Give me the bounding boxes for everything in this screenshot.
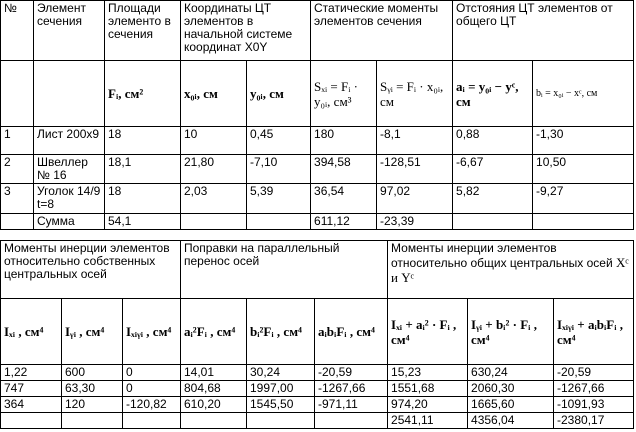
cell-ixy: 0	[123, 365, 181, 381]
cell-ixy: 0	[123, 381, 181, 397]
formula-a2f: aᵢ²Fᵢ , см⁴	[181, 299, 247, 365]
cell-x0: 21,80	[181, 155, 247, 184]
cell-abf: -20,59	[315, 365, 388, 381]
cell-x0: 2,03	[181, 184, 247, 214]
cell-a2f: 804,68	[181, 381, 247, 397]
cell-a: 5,82	[453, 184, 533, 214]
cell-ixy: -120,82	[123, 397, 181, 413]
sum-total-ix: 2541,11	[388, 413, 468, 429]
cell-total-iy: 2060,30	[468, 381, 554, 397]
cell-sx: 36,54	[311, 184, 377, 214]
table-row	[1, 184, 634, 214]
cell-a2f: 14,01	[181, 365, 247, 381]
cell-total-ixy: -1267,66	[554, 381, 634, 397]
cell-abf: -971,11	[315, 397, 388, 413]
formula-row	[1, 299, 634, 365]
cell-b: -9,27	[533, 184, 634, 214]
cell-y0: 5,39	[247, 184, 311, 214]
cell-sx: 180	[311, 127, 377, 155]
table-row	[1, 381, 634, 397]
formula-iy: Iᵧᵢ , см⁴	[62, 299, 123, 365]
cell-y0: -7,10	[247, 155, 311, 184]
formula-a: aᵢ = y₀ᵢ − yᶜ, см	[453, 61, 533, 127]
formula-total-ixy: Iₓᵢᵧᵢ + aᵢbᵢFᵢ , см⁴	[554, 299, 634, 365]
cell-total-iy: 630,24	[468, 365, 554, 381]
header-row	[1, 1, 634, 61]
cell-f: 18	[105, 184, 181, 214]
cell-y0: 0,45	[247, 127, 311, 155]
cell-iy: 600	[62, 365, 123, 381]
formula-b: bᵢ = x₀ᵢ − xᶜ, см	[533, 61, 634, 127]
cell-total-ixy: -1091,93	[554, 397, 634, 413]
formula-y0: y₀ᵢ, см	[247, 61, 311, 127]
header-area: Площади элементо в сечения	[105, 1, 181, 61]
cell-element: Швеллер № 16	[34, 155, 105, 184]
table-row	[1, 365, 634, 381]
table-moments-of-inertia	[0, 240, 634, 429]
cell-f: 18	[105, 127, 181, 155]
cell-b: -1,30	[533, 127, 634, 155]
header-corrections: Поправки на параллельный перенос осей	[181, 241, 388, 299]
sum-sy: -23,39	[377, 214, 453, 230]
table-row	[1, 397, 634, 413]
cell-element: Уголок 14/9 t=8	[34, 184, 105, 214]
cell-ix: 1,22	[1, 365, 62, 381]
formula-b2f: bᵢ²Fᵢ , см⁴	[247, 299, 315, 365]
formula-area: Fᵢ, см²	[105, 61, 181, 127]
cell-a: 0,88	[453, 127, 533, 155]
cell-sx: 394,58	[311, 155, 377, 184]
sum-f: 54,1	[105, 214, 181, 230]
header-own-moments: Моменты инерции элементов относительно собственных центральных осей	[1, 241, 181, 299]
formula-row	[1, 61, 634, 127]
cell-total-ix: 1551,68	[388, 381, 468, 397]
sum-total-ixy: -2380,17	[554, 413, 634, 429]
header-row	[1, 241, 634, 299]
formula-abf: aᵢbᵢFᵢ , см⁴	[315, 299, 388, 365]
formula-total-iy: Iᵧᵢ + bᵢ² · Fᵢ , см⁴	[468, 299, 554, 365]
sum-row	[1, 413, 634, 429]
cell-sy: -128,51	[377, 155, 453, 184]
cell-b: 10,50	[533, 155, 634, 184]
cell-sy: 97,02	[377, 184, 453, 214]
cell-iy: 120	[62, 397, 123, 413]
cell-total-ix: 974,20	[388, 397, 468, 413]
header-coords: Координаты ЦТ элементов в начальной системе координат X0Y	[181, 1, 311, 61]
formula-ix: Iₓᵢ , см⁴	[1, 299, 62, 365]
cell-iy: 63,30	[62, 381, 123, 397]
header-common-moments	[388, 241, 634, 299]
cell-a2f: 610,20	[181, 397, 247, 413]
cell-total-ix: 15,23	[388, 365, 468, 381]
cell-total-ixy: -20,59	[554, 365, 634, 381]
cell-x0: 10	[181, 127, 247, 155]
cell-ix: 364	[1, 397, 62, 413]
cell-no: 2	[1, 155, 34, 184]
cell-total-iy: 1665,60	[468, 397, 554, 413]
table-row	[1, 155, 634, 184]
cell-element: Лист 200х9	[34, 127, 105, 155]
cell-no: 3	[1, 184, 34, 214]
sum-label: Сумма	[34, 214, 105, 230]
header-offsets: Отстояния ЦТ элементов от общего ЦТ	[453, 1, 634, 61]
formula-sy: Sᵧᵢ = Fᵢ · x₀ᵢ, см	[377, 61, 453, 127]
cell-ix: 747	[1, 381, 62, 397]
cell-sy: -8,1	[377, 127, 453, 155]
cell-no: 1	[1, 127, 34, 155]
header-common-text: Моменты инерции элементов относительно общих центральных осей	[391, 241, 613, 270]
sum-total-iy: 4356,04	[468, 413, 554, 429]
header-common-axes: Xᶜ и Yᶜ	[391, 255, 629, 285]
formula-sx: Sₓᵢ = Fᵢ · y₀ᵢ, см³	[311, 61, 377, 127]
table-row	[1, 127, 634, 155]
formula-x0: x₀ᵢ, см	[181, 61, 247, 127]
sum-row	[1, 214, 634, 230]
cell-b2f: 30,24	[247, 365, 315, 381]
formula-ixy: Iₓᵢᵧᵢ , см⁴	[123, 299, 181, 365]
cell-f: 18,1	[105, 155, 181, 184]
header-no: №	[1, 1, 34, 61]
cell-b2f: 1997,00	[247, 381, 315, 397]
header-static: Статические моменты элементов сечения	[311, 1, 453, 61]
formula-total-ix: Iₓᵢ + aᵢ² · Fᵢ , см⁴	[388, 299, 468, 365]
header-element: Элемент сечения	[34, 1, 105, 61]
cell-abf: -1267,66	[315, 381, 388, 397]
sum-sx: 611,12	[311, 214, 377, 230]
cell-a: -6,67	[453, 155, 533, 184]
cell-b2f: 1545,50	[247, 397, 315, 413]
